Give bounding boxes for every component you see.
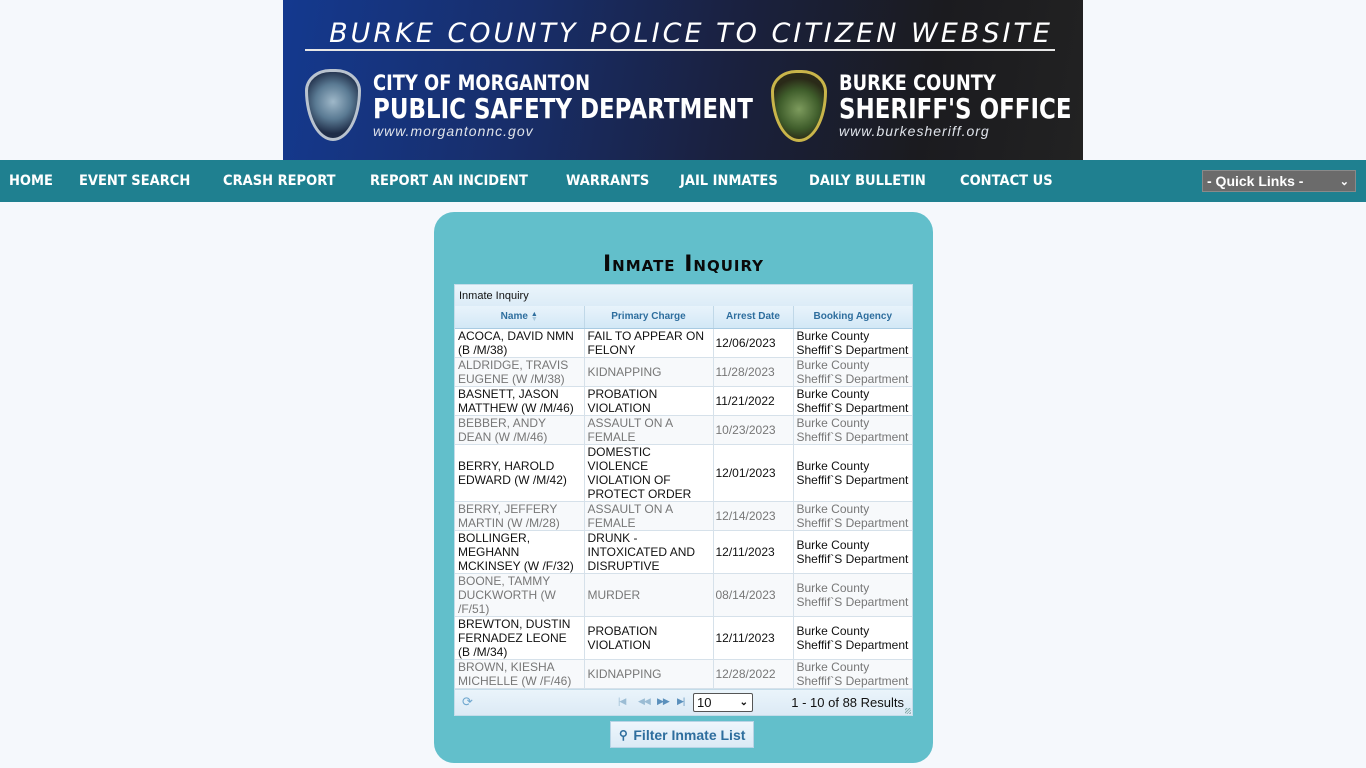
cell-name: BOLLINGER, MEGHANN MCKINSEY (W /F/32): [455, 530, 584, 573]
sheriff-url: www.burkesheriff.org: [839, 123, 990, 139]
cell-charge: FAIL TO APPEAR ON FELONY: [584, 328, 713, 357]
filter-button-label: Filter Inmate List: [633, 726, 746, 743]
nav-jail-inmates[interactable]: JAIL INMATES: [679, 173, 778, 189]
cell-agency: Burke County Sheffif`S Department: [793, 501, 912, 530]
table-row[interactable]: [455, 659, 912, 688]
nav-crash-report[interactable]: CRASH REPORT: [223, 173, 337, 189]
cell-name: BREWTON, DUSTIN FERNADEZ LEONE (B /M/34): [455, 616, 584, 659]
results-count: 1 - 10 of 88 Results: [791, 695, 904, 710]
table-row[interactable]: [455, 386, 912, 415]
morganton-url: www.morgantonnc.gov: [373, 123, 534, 139]
cell-name: BOONE, TAMMY DUCKWORTH (W /F/51): [455, 573, 584, 616]
cell-date: 12/28/2022: [713, 659, 793, 688]
cell-agency: Burke County Sheffif`S Department: [793, 530, 912, 573]
chevron-down-icon: ⌄: [1339, 175, 1349, 188]
cell-agency: Burke County Sheffif`S Department: [793, 386, 912, 415]
page-title: Inmate Inquiry: [602, 252, 765, 277]
morganton-line2: PUBLIC SAFETY DEPARTMENT: [373, 92, 753, 125]
page-size-select[interactable]: [693, 693, 753, 712]
cell-name: BERRY, JEFFERY MARTIN (W /M/28): [455, 501, 584, 530]
morganton-badge-icon: [305, 69, 361, 141]
resize-grip-icon[interactable]: [905, 708, 911, 714]
cell-date: 12/06/2023: [713, 328, 793, 357]
cell-name: BASNETT, JASON MATTHEW (W /M/46): [455, 386, 584, 415]
cell-date: 11/28/2023: [713, 357, 793, 386]
cell-date: 12/11/2023: [713, 530, 793, 573]
nav-daily-bulletin[interactable]: DAILY BULLETIN: [809, 173, 926, 189]
morganton-org: [373, 71, 836, 139]
grid-caption: Inmate Inquiry: [455, 285, 912, 306]
sort-ascending-icon: ▲ ▼: [530, 310, 538, 323]
cell-agency: Burke County Sheffif`S Department: [793, 573, 912, 616]
nav-contact-us[interactable]: CONTACT US: [959, 173, 1053, 189]
cell-charge: DOMESTIC VIOLENCE VIOLATION OF PROTECT ORDER: [584, 444, 713, 501]
filter-inmate-list-button[interactable]: [610, 721, 754, 748]
column-header-name[interactable]: Name ▲ ▼: [455, 306, 584, 328]
column-header-booking-agency[interactable]: Booking Agency: [793, 306, 912, 328]
nav-report-incident[interactable]: REPORT AN INCIDENT: [369, 173, 528, 189]
cell-name: BEBBER, ANDY DEAN (W /M/46): [455, 415, 584, 444]
cell-agency: Burke County Sheffif`S Department: [793, 444, 912, 501]
cell-charge: KIDNAPPING: [584, 357, 713, 386]
table-row[interactable]: [455, 357, 912, 386]
sheriff-line1: BURKE COUNTY: [839, 71, 996, 95]
cell-charge: PROBATION VIOLATION: [584, 386, 713, 415]
cell-agency: Burke County Sheffif`S Department: [793, 616, 912, 659]
table-row[interactable]: [455, 616, 912, 659]
cell-charge: DRUNK - INTOXICATED AND DISRUPTIVE: [584, 530, 713, 573]
cell-charge: ASSAULT ON A FEMALE: [584, 415, 713, 444]
cell-agency: Burke County Sheffif`S Department: [793, 328, 912, 357]
cell-date: 12/01/2023: [713, 444, 793, 501]
inmate-table: [455, 306, 912, 689]
nav-home[interactable]: HOME: [9, 173, 53, 189]
cell-date: 12/11/2023: [713, 616, 793, 659]
sheriff-org: [839, 71, 1083, 139]
cell-charge: ASSAULT ON A FEMALE: [584, 501, 713, 530]
page-size-value: 10: [697, 695, 712, 710]
quick-links-select[interactable]: [1202, 170, 1356, 192]
table-row[interactable]: [455, 501, 912, 530]
cell-name: ALDRIDGE, TRAVIS EUGENE (W /M/38): [455, 357, 584, 386]
cell-agency: Burke County Sheffif`S Department: [793, 357, 912, 386]
inmate-grid: [454, 284, 913, 716]
table-row[interactable]: [455, 530, 912, 573]
cell-date: 08/14/2023: [713, 573, 793, 616]
refresh-icon[interactable]: ⟳: [462, 694, 473, 709]
cell-name: ACOCA, DAVID NMN (B /M/38): [455, 328, 584, 357]
cell-date: 10/23/2023: [713, 415, 793, 444]
table-row[interactable]: [455, 328, 912, 357]
prev-page-icon[interactable]: ◀◀: [638, 696, 650, 706]
sheriff-line2: SHERIFF'S OFFICE: [839, 92, 1072, 125]
table-row[interactable]: [455, 415, 912, 444]
nav-links: [0, 173, 1075, 189]
quick-links-value: - Quick Links -: [1207, 173, 1304, 189]
last-page-icon[interactable]: ▶|: [677, 696, 685, 706]
column-header-arrest-date[interactable]: Arrest Date: [713, 306, 793, 328]
morganton-line1: CITY OF MORGANTON: [373, 71, 591, 95]
next-page-icon[interactable]: ▶▶: [657, 696, 669, 706]
chevron-down-icon: ⌄: [739, 697, 748, 708]
nav-event-search[interactable]: EVENT SEARCH: [78, 173, 191, 189]
cell-name: BROWN, KIESHA MICHELLE (W /F/46): [455, 659, 584, 688]
cell-date: 12/14/2023: [713, 501, 793, 530]
inmate-inquiry-panel: [434, 212, 933, 763]
table-row[interactable]: [455, 573, 912, 616]
banner-divider: [305, 49, 1055, 51]
column-header-primary-charge[interactable]: Primary Charge: [584, 306, 713, 328]
grid-pager: [455, 689, 912, 715]
banner-title: BURKE COUNTY POLICE TO CITIZEN WEBSITE: [329, 18, 1053, 49]
table-row[interactable]: [455, 444, 912, 501]
cell-charge: PROBATION VIOLATION: [584, 616, 713, 659]
cell-date: 11/21/2022: [713, 386, 793, 415]
search-icon: ⚲: [618, 727, 628, 742]
cell-charge: KIDNAPPING: [584, 659, 713, 688]
first-page-icon[interactable]: |◀: [618, 696, 626, 706]
nav-warrants[interactable]: WARRANTS: [565, 173, 650, 189]
main-nav: [0, 160, 1366, 202]
cell-charge: MURDER: [584, 573, 713, 616]
site-banner: [283, 0, 1083, 160]
cell-agency: Burke County Sheffif`S Department: [793, 415, 912, 444]
cell-name: BERRY, HAROLD EDWARD (W /M/42): [455, 444, 584, 501]
cell-agency: Burke County Sheffif`S Department: [793, 659, 912, 688]
